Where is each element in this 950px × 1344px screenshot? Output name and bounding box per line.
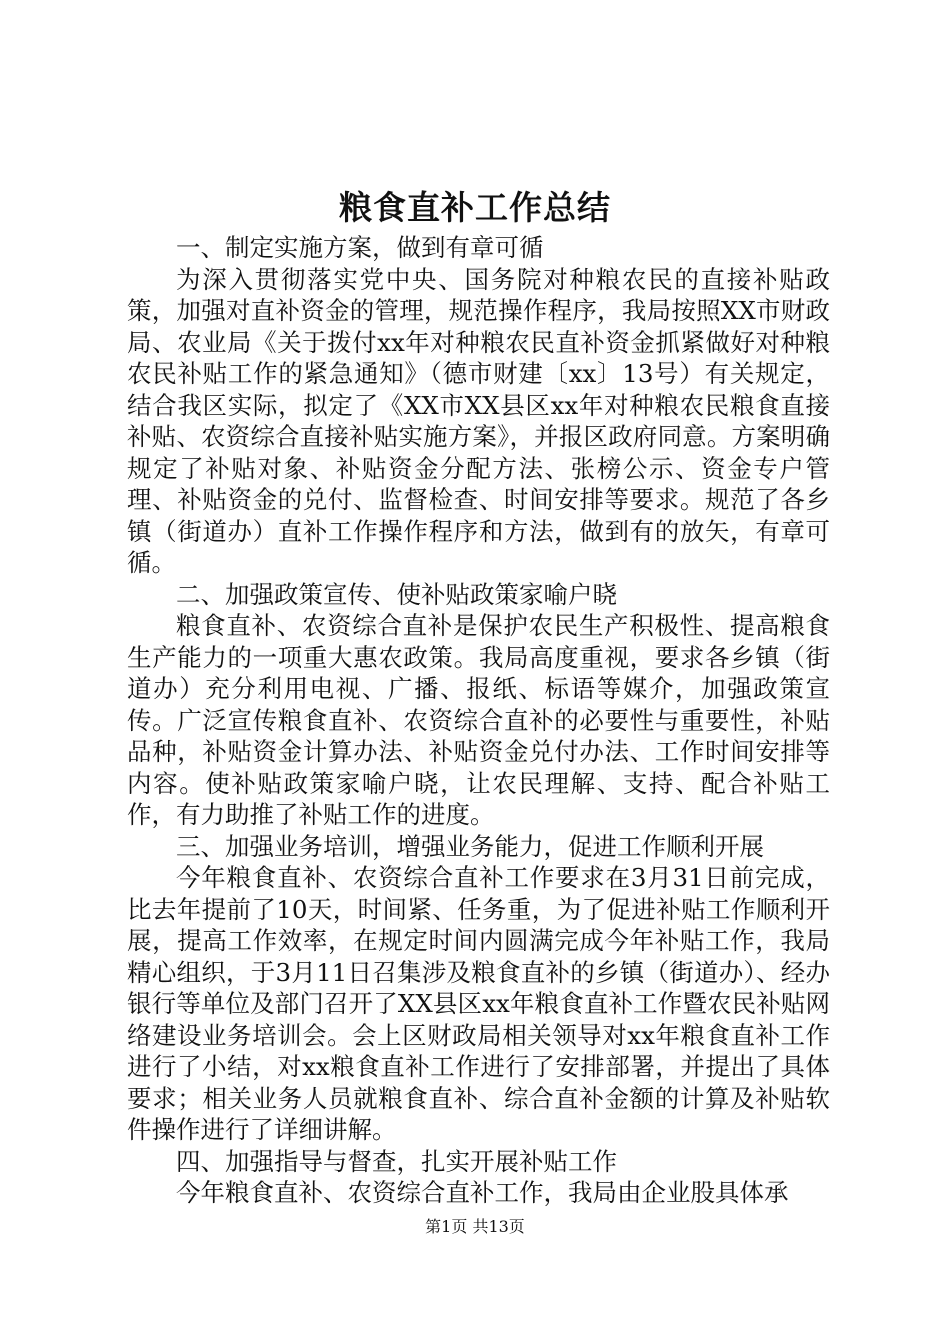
document-title: 粮食直补工作总结 <box>339 188 611 227</box>
section-2-heading: 二、加强政策宣传、使补贴政策家喻户晓 <box>176 579 617 609</box>
section-2-paragraph: 粮食直补、农资综合直补是保护农民生产积极性、提高粮食生产能力的一项重大惠农政策。我局高度重视，要求各乡镇（街道办）充分利用电视、广播、报纸、标语等媒介，加强政策宣传。广泛宣传粮食直补、农资综合直补的必要性与重要性，补贴品种，补贴资金计算办法、补贴资金兑付办法、工作时间安排等内容。使补贴政策家喻户晓，让农民理解、支持、配合补贴工作，有力助推了补贴工作的进度。 <box>127 611 830 829</box>
document-body <box>127 232 830 1209</box>
section-3-paragraph: 今年粮食直补、农资综合直补工作要求在3月31日前完成，比去年提前了10天，时间紧、任务重，为了促进补贴工作顺利开展，提高工作效率，在规定时间内圆满完成今年补贴工作，我局精心组织，于3月11日召集涉及粮食直补的乡镇（街道办）、经办银行等单位及部门召开了XX县区xx年粮食直补工作暨农民补贴网络建设业务培训会。会上区财政局相关领导对xx年粮食直补工作进行了小结，对xx粮食直补工作进行了安排部署，并提出了具体要求；相关业务人员就粮食直补、综合直补金额的计算及补贴软件操作进行了详细讲解。 <box>127 863 830 1144</box>
section-1-paragraph: 为深入贯彻落实党中央、国务院对种粮农民的直接补贴政策，加强对直补资金的管理，规范操作程序，我局按照XX市财政局、农业局《关于拨付xx年对种粮农民直补资金抓紧做好对种粮农民补贴工作的紧急通知》（德市财建〔xx〕13号）有关规定，结合我区实际，拟定了《XX市XX县区xx年对种粮农民粮食直接补贴、农资综合直接补贴实施方案》，并报区政府同意。方案明确规定了补贴对象、补贴资金分配方法、张榜公示、资金专户管理、补贴资金的兑付、监督检查、时间安排等要求。规范了各乡镇（街道办）直补工作操作程序和方法，做到有的放矢，有章可循。 <box>127 264 830 577</box>
section-1-heading: 一、制定实施方案，做到有章可循 <box>176 233 544 262</box>
page-footer: 第1页 共13页 <box>425 1217 525 1236</box>
section-4-paragraph: 今年粮食直补、农资综合直补工作，我局由企业股具体承 <box>176 1178 789 1207</box>
section-4-heading: 四、加强指导与督查，扎实开展补贴工作 <box>176 1146 617 1176</box>
section-3-heading: 三、加强业务培训，增强业务能力，促进工作顺利开展 <box>176 831 764 861</box>
